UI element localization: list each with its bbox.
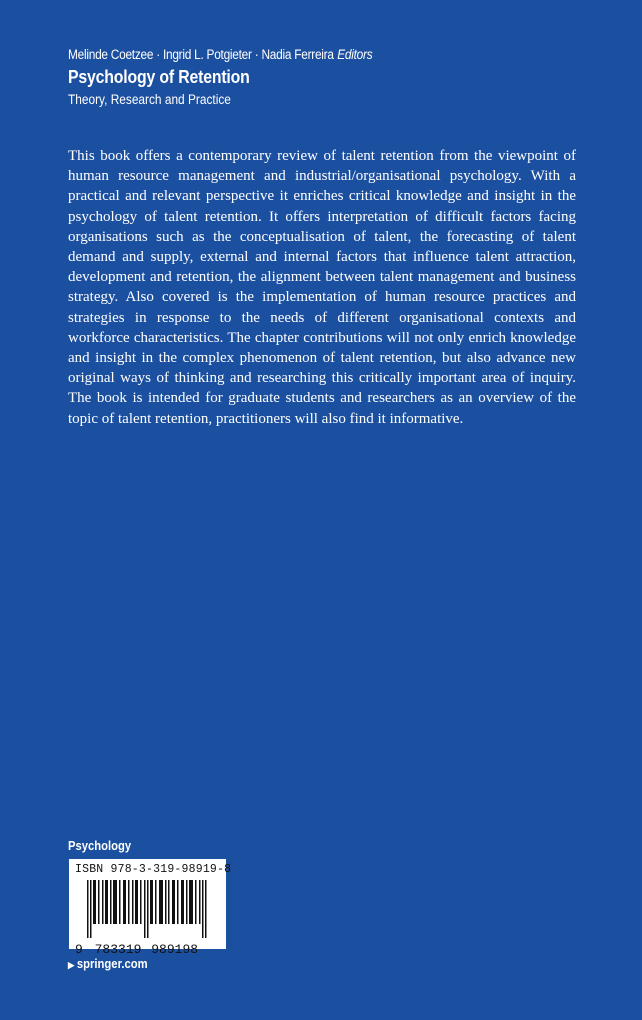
- editor-names: Melinde Coetzee · Ingrid L. Potgieter · Nadia Ferreira: [68, 47, 334, 62]
- ean-first-digit: 9: [75, 942, 83, 957]
- ean-digits: [75, 942, 222, 957]
- publisher-link[interactable]: [68, 957, 148, 971]
- ean-left-group: 783319: [94, 942, 142, 957]
- subject-category: Psychology: [68, 839, 132, 853]
- barcode-icon: [75, 880, 222, 938]
- arrow-right-icon: ▶: [68, 960, 75, 970]
- book-subtitle: Theory, Research and Practice: [68, 92, 231, 107]
- ean-right-group: 989198: [151, 942, 199, 957]
- isbn-barcode: [69, 859, 232, 957]
- book-title: Psychology of Retention: [68, 67, 250, 87]
- isbn-label: ISBN 978-3-319-98919-8: [75, 863, 232, 876]
- book-description: This book offers a contemporary review of talent retention from the viewpoint of human resource management and industrial/organisational psychology. With a practical and relevant perspective it enriches critical knowledge and insight in the psychology of talent retention. It offers interpretation of difficult factors facing organisations such as the conceptualisation of talent, the forecasting of talent demand and supply, external and internal factors that influence talent attraction, development and retention, the alignment between talent management and business strategy. Also covered is the implementation of human resource practices and strategies in response to the needs of different organisational contexts and workforce characteristics. The chapter contributions will not only enrich knowledge and insight in the complex phenomenon of talent retention, but also advance new original ways of thinking and researching this critically important area of inquiry. The book is intended for graduate students and researchers as an overview of the topic of talent retention, practitioners will also find it informative.: [68, 148, 576, 427]
- editors-role: Editors: [337, 47, 373, 62]
- cover-header: [68, 47, 414, 107]
- editors-line: [68, 47, 372, 62]
- barcode-bars: [75, 880, 220, 957]
- publisher-url[interactable]: springer.com: [76, 957, 148, 971]
